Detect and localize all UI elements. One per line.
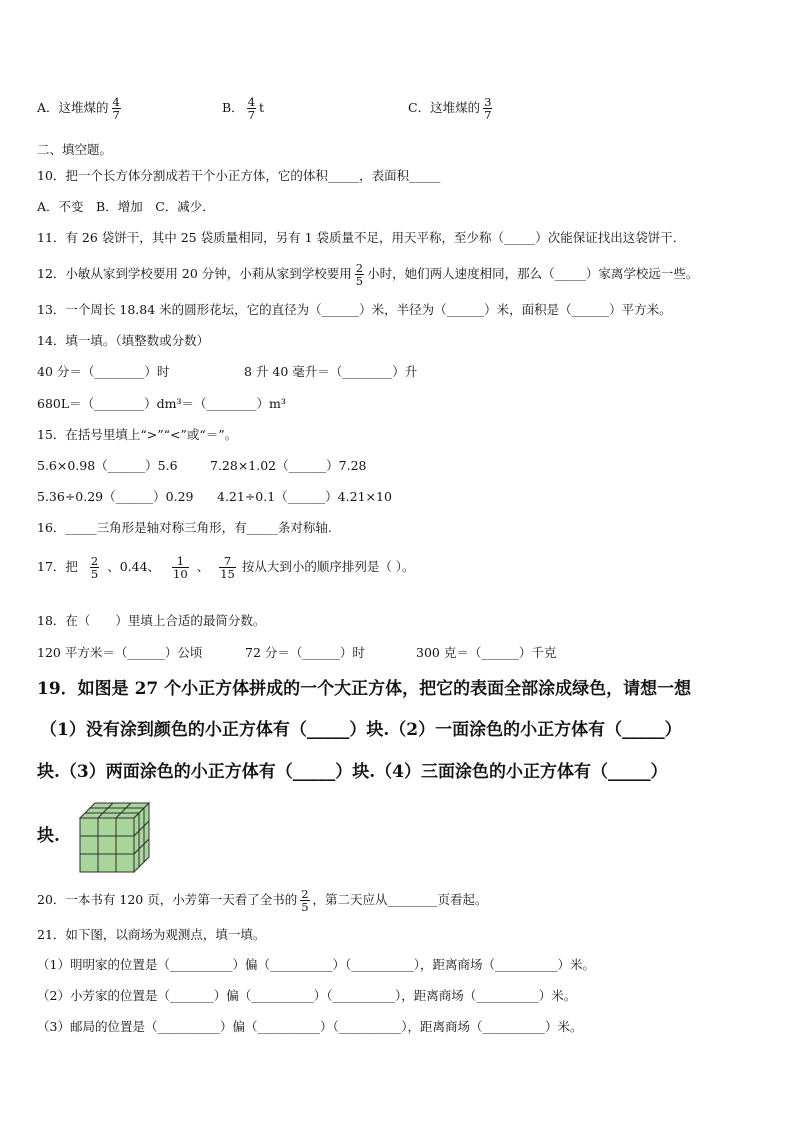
cube-front-cell [98, 836, 116, 854]
question-18-b: 72 分＝（______）时 [245, 645, 365, 660]
question-18-c: 300 克＝（______）千克 [416, 645, 557, 660]
question-15-d: 4.21÷0.1（______）4.21×10 [217, 489, 392, 504]
question-21-3: （3）邮局的位置是（__________）偏（__________）（__________），距离商场（__________）米。 [37, 1019, 583, 1034]
cube-front-cell [80, 818, 98, 836]
question-18-a: 120 平方米＝（______）公顷 [37, 645, 203, 660]
fraction: $\frac{4}{7}$ [247, 95, 256, 122]
cube-front-cell [80, 854, 98, 872]
question-14-a: 40 分＝（________）时 [37, 364, 170, 379]
question-19-line-2: （1）没有涂到颜色的小正方体有（_____）块.（2）一面涂色的小正方体有（_____） [40, 720, 682, 740]
fraction: $\frac{2}{5}$ [301, 887, 309, 914]
question-21-2: （2）小芳家的位置是（_______）偏（__________）（__________），距离商场（__________）米。 [37, 988, 577, 1003]
cube-front-cell [116, 854, 134, 872]
question-10: 10．把一个长方体分割成若干个小正方体，它的体积_____，表面积_____ [37, 168, 441, 183]
question-13: 13．一个周长 18.84 米的圆形花坛，它的直径为（______）米，半径为（______）米，面积是（______）平方米。 [37, 302, 672, 317]
question-15-b: 7.28×1.02（______）7.28 [210, 458, 367, 473]
q9-option-a: A．这堆煤的 $\frac{4}{7}$ [37, 95, 120, 122]
fraction: $\frac{1}{10}$ [173, 554, 188, 581]
question-19-line-4: 块. [37, 826, 60, 846]
question-19-line-3: 块.（3）两面涂色的小正方体有（_____）块.（4）三面涂色的小正方体有（_____） [37, 762, 668, 782]
question-15-a: 5.6×0.98（______）5.6 [37, 458, 178, 473]
question-14: 14．填一填。（填整数或分数） [37, 333, 210, 348]
fraction: $\frac{2}{5}$ [355, 261, 364, 288]
cube-front-cell [98, 854, 116, 872]
question-21: 21．如下图，以商场为观测点，填一填。 [37, 927, 266, 942]
question-20: 20．一本书有 120 页，小芳第一天看了全书的 $\frac{2}{5}$ ，第二天应从________页看起。 [37, 887, 488, 914]
question-15-c: 5.36÷0.29（______）0.29 [37, 489, 194, 504]
question-15: 15．在括号里填上“>”“<”或“＝”。 [37, 427, 238, 442]
cube-front-cell [116, 818, 134, 836]
cube-front-cell [98, 818, 116, 836]
question-10-options: A．不变 B．增加 C．减少． [37, 199, 215, 214]
question-18: 18．在（ ）里填上合适的最简分数。 [37, 613, 266, 628]
fraction: $\frac{4}{7}$ [112, 95, 120, 122]
question-14-b: 8 升 40 毫升＝（________）升 [244, 364, 418, 379]
question-21-1: （1）明明家的位置是（__________）偏（__________）（__________），距离商场（__________）米。 [37, 957, 595, 972]
question-11: 11．有 26 袋饼干，其中 25 袋质量相同，另有 1 袋质量不足，用天平称，至少称（_____）次能保证找出这袋饼干． [37, 230, 686, 245]
question-19-line-1: 19．如图是 27 个小正方体拼成的一个大正方体，把它的表面全部涂成绿色，请想一想 [37, 679, 692, 699]
section-heading: 二、填空题。 [37, 142, 113, 157]
cube-figure [78, 799, 156, 873]
question-16: 16．_____三角形是轴对称三角形，有_____条对称轴. [37, 520, 332, 535]
fraction: $\frac{7}{15}$ [220, 554, 235, 581]
q9-option-b: B． $\frac{4}{7}$ t [222, 95, 265, 122]
fraction: $\frac{3}{7}$ [484, 95, 492, 122]
question-12: 12．小敏从家到学校要用 20 分钟，小莉从家到学校要用 $\frac{2}{5}$ 小时，她们两人速度相同，那么（_____）家离学校远一些。 [37, 261, 699, 288]
fraction: $\frac{2}{5}$ [90, 554, 99, 581]
question-17: 17．把 $\frac{2}{5}$ 、0.44、 $\frac{1}{10}$ 、 $\frac{7}{15}$ 按从大到小的顺序排列是（ ）。 [37, 554, 415, 581]
cube-front-cell [116, 836, 134, 854]
question-14-c: 680L＝（________）dm³＝（________）m³ [37, 396, 286, 411]
cube-front-cell [80, 836, 98, 854]
q9-option-c: C．这堆煤的 $\frac{3}{7}$ [408, 95, 492, 122]
